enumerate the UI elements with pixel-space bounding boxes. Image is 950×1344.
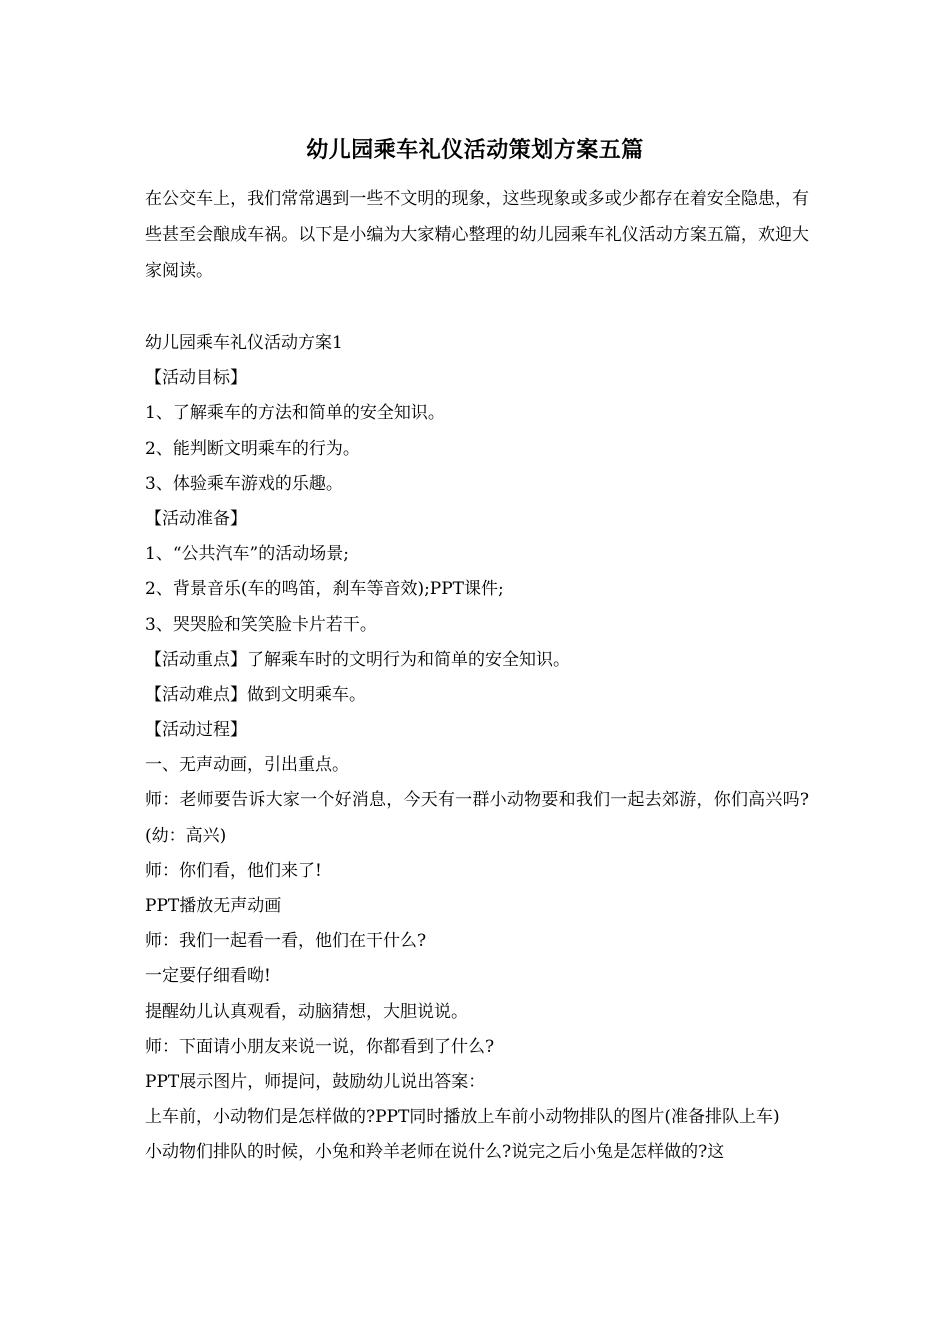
text-line: 【活动过程】 xyxy=(145,720,247,741)
text-line: 师：我们一起看一看，他们在干什么? xyxy=(145,931,427,952)
text-line: 2、背景音乐(车的鸣笛，刹车等音效);PPT课件; xyxy=(145,579,504,600)
text-line: 师：你们看，他们来了! xyxy=(145,860,322,881)
text-line: 师：下面请小朋友来说一说，你都看到了什么? xyxy=(145,1036,495,1057)
document-title: 幼儿园乘车礼仪活动策划方案五篇 xyxy=(306,137,644,163)
text-paragraph: 上车前，小动物们是怎样做的?PPT同时播放上车前小动物排队的图片(准备排队上车) xyxy=(145,1107,780,1128)
text-line: 一、无声动画，引出重点。 xyxy=(145,755,349,776)
text-line: PPT展示图片，师提问，鼓励幼儿说出答案： xyxy=(145,1071,486,1092)
text-line: 2、能判断文明乘车的行为。 xyxy=(145,438,360,459)
text-paragraph: 师：老师要告诉大家一个好消息，今天有一群小动物要和我们一起去郊游，你们高兴吗?(幼：高兴) xyxy=(145,790,809,846)
section-heading: 幼儿园乘车礼仪活动方案1 xyxy=(145,333,343,353)
text-line: 【活动准备】 xyxy=(145,508,247,529)
text-line: 一定要仔细看呦! xyxy=(145,966,271,987)
text-line: 【活动目标】 xyxy=(145,368,247,389)
text-line: 【活动难点】做到文明乘车。 xyxy=(145,684,366,705)
text-line: 1、了解乘车的方法和简单的安全知识。 xyxy=(145,403,445,424)
text-line: 小动物们排队的时候，小兔和羚羊老师在说什么?说完之后小兔是怎样做的?这 xyxy=(145,1142,725,1163)
text-line: 1、“公共汽车”的活动场景; xyxy=(145,544,349,565)
text-line: 3、体验乘车游戏的乐趣。 xyxy=(145,473,343,494)
text-line: 提醒幼儿认真观看，动脑猜想，大胆说说。 xyxy=(145,1001,468,1022)
text-line: 【活动重点】了解乘车时的文明行为和简单的安全知识。 xyxy=(145,649,570,670)
document-body xyxy=(145,326,809,1171)
text-line: PPT播放无声动画 xyxy=(145,896,282,917)
intro-paragraph: 在公交车上，我们常常遇到一些不文明的现象，这些现象或多或少都存在着安全隐患，有些甚至会酿成车祸。以下是小编为大家精心整理的幼儿园乘车礼仪活动方案五篇，欢迎大家阅读。 xyxy=(145,189,809,281)
text-line: 3、哭哭脸和笑笑脸卡片若干。 xyxy=(145,614,377,635)
